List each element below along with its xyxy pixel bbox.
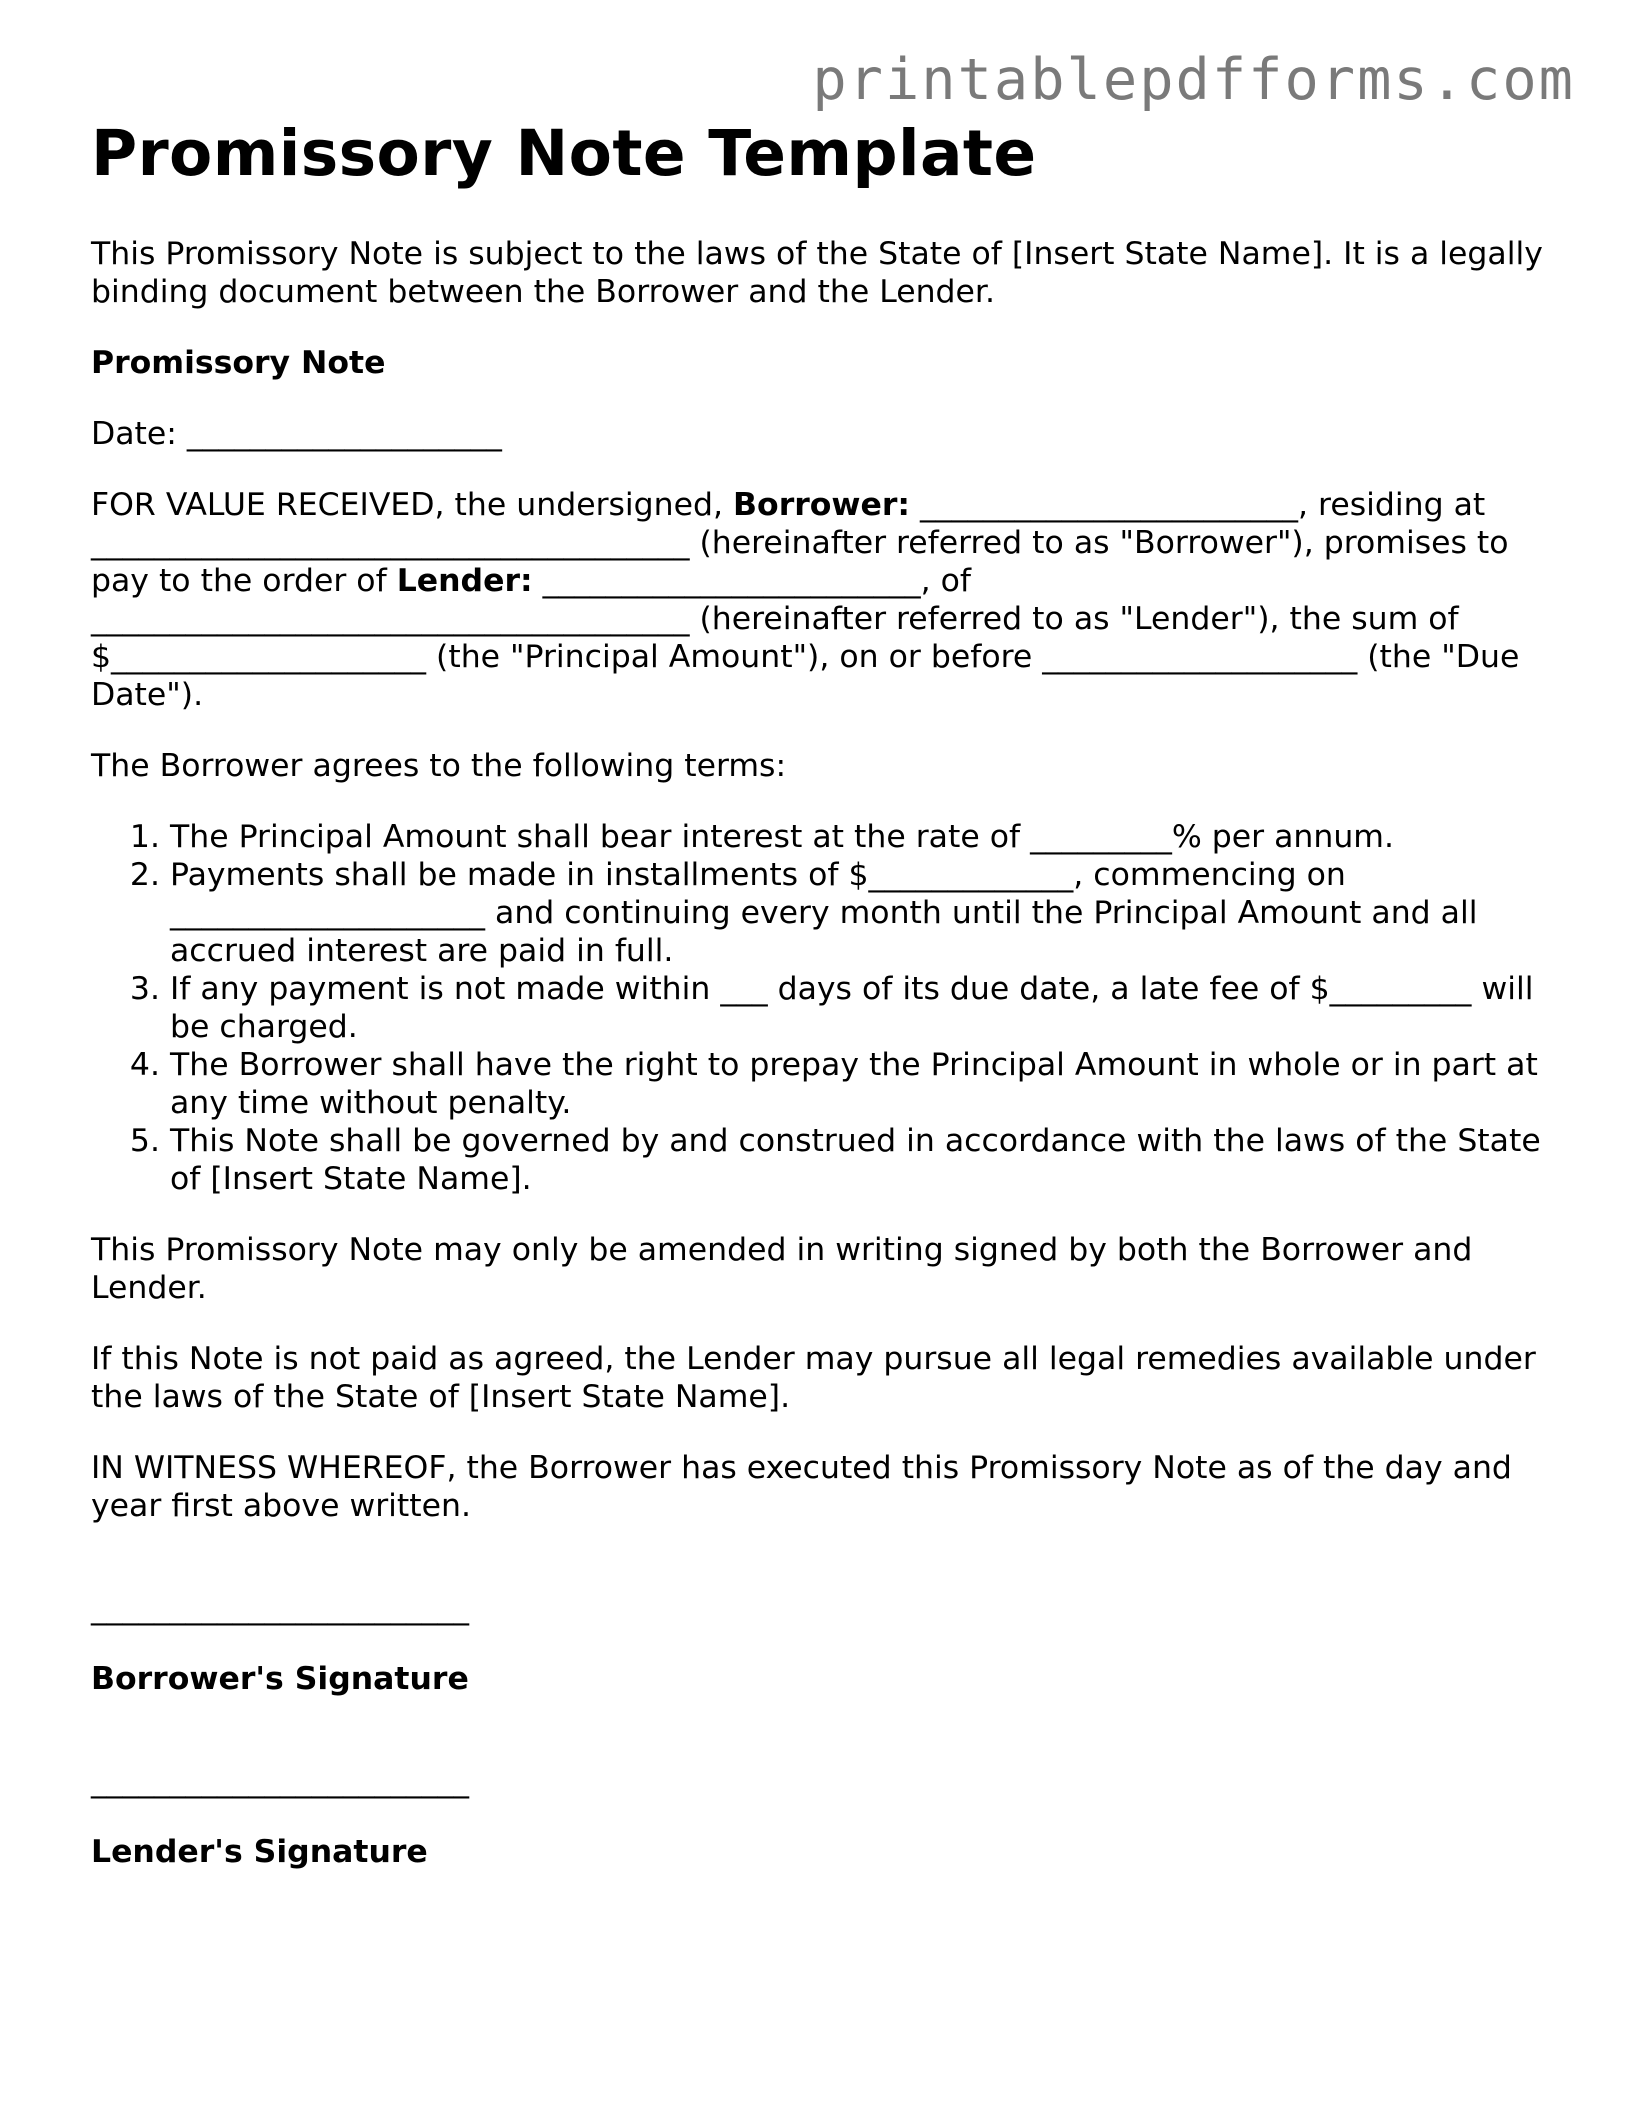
borrower-label: Borrower: <box>733 487 911 523</box>
term-item: 3. If any payment is not made within ___ days of its due date, a late fee of $_________ will be charged. <box>170 970 1561 1046</box>
term-item: 5. This Note shall be governed by and construed in accordance with the laws of the State of [Insert State Name]. <box>170 1122 1561 1198</box>
lender-label: Lender: <box>396 563 533 599</box>
lender-signature-line: ________________________ <box>91 1763 469 1799</box>
amendment-paragraph: This Promissory Note may only be amended in writing signed by both the Borrower and Lender. <box>91 1232 1473 1306</box>
value-received-paragraph <box>91 486 1561 714</box>
witness-paragraph: IN WITNESS WHEREOF, the Borrower has executed this Promissory Note as of the day and year first above written. <box>91 1450 1512 1524</box>
watermark-logo: printablepdfforms.com <box>812 47 1575 113</box>
value-text-part-1: FOR VALUE RECEIVED, the undersigned, <box>91 487 734 523</box>
lender-signature-label: Lender's Signature <box>91 1834 428 1870</box>
document-body <box>91 116 1561 1871</box>
term-item: 4. The Borrower shall have the right to prepay the Principal Amount in whole or in part at any time without penalty. <box>170 1046 1561 1122</box>
term-item: 1. The Principal Amount shall bear interest at the rate of _________% per annum. <box>170 818 1561 856</box>
section-title: Promissory Note <box>91 345 386 381</box>
value-text-part-3: ________________________, of ______________________________________ (hereinafter referred to as "Lender"), the sum of $____________________ (the "Principal Amount"), on or before ____________________ (the "Due Date"). <box>91 563 1520 713</box>
value-text-part-2: ________________________, residing at ______________________________________ (hereinafter referred to as "Borrower"), promises to pay to the order of <box>91 487 1509 599</box>
remedies-paragraph: If this Note is not paid as agreed, the Lender may pursue all legal remedies available under the laws of the State of [Insert State Name]. <box>91 1341 1536 1415</box>
borrower-signature-line: ________________________ <box>91 1590 469 1626</box>
page-title: Promissory Note Template <box>91 117 1037 190</box>
terms-intro: The Borrower agrees to the following terms: <box>91 748 787 784</box>
date-line: Date: ____________________ <box>91 416 502 452</box>
intro-paragraph: This Promissory Note is subject to the laws of the State of [Insert State Name]. It is a legally binding document between the Borrower and the Lender. <box>91 236 1543 310</box>
term-item: 2. Payments shall be made in installments of $_____________, commencing on ____________________ and continuing every month until the Principal Amount and all accrued interest are paid in full. <box>170 856 1561 970</box>
borrower-signature-label: Borrower's Signature <box>91 1661 469 1697</box>
terms-list <box>91 818 1561 1198</box>
